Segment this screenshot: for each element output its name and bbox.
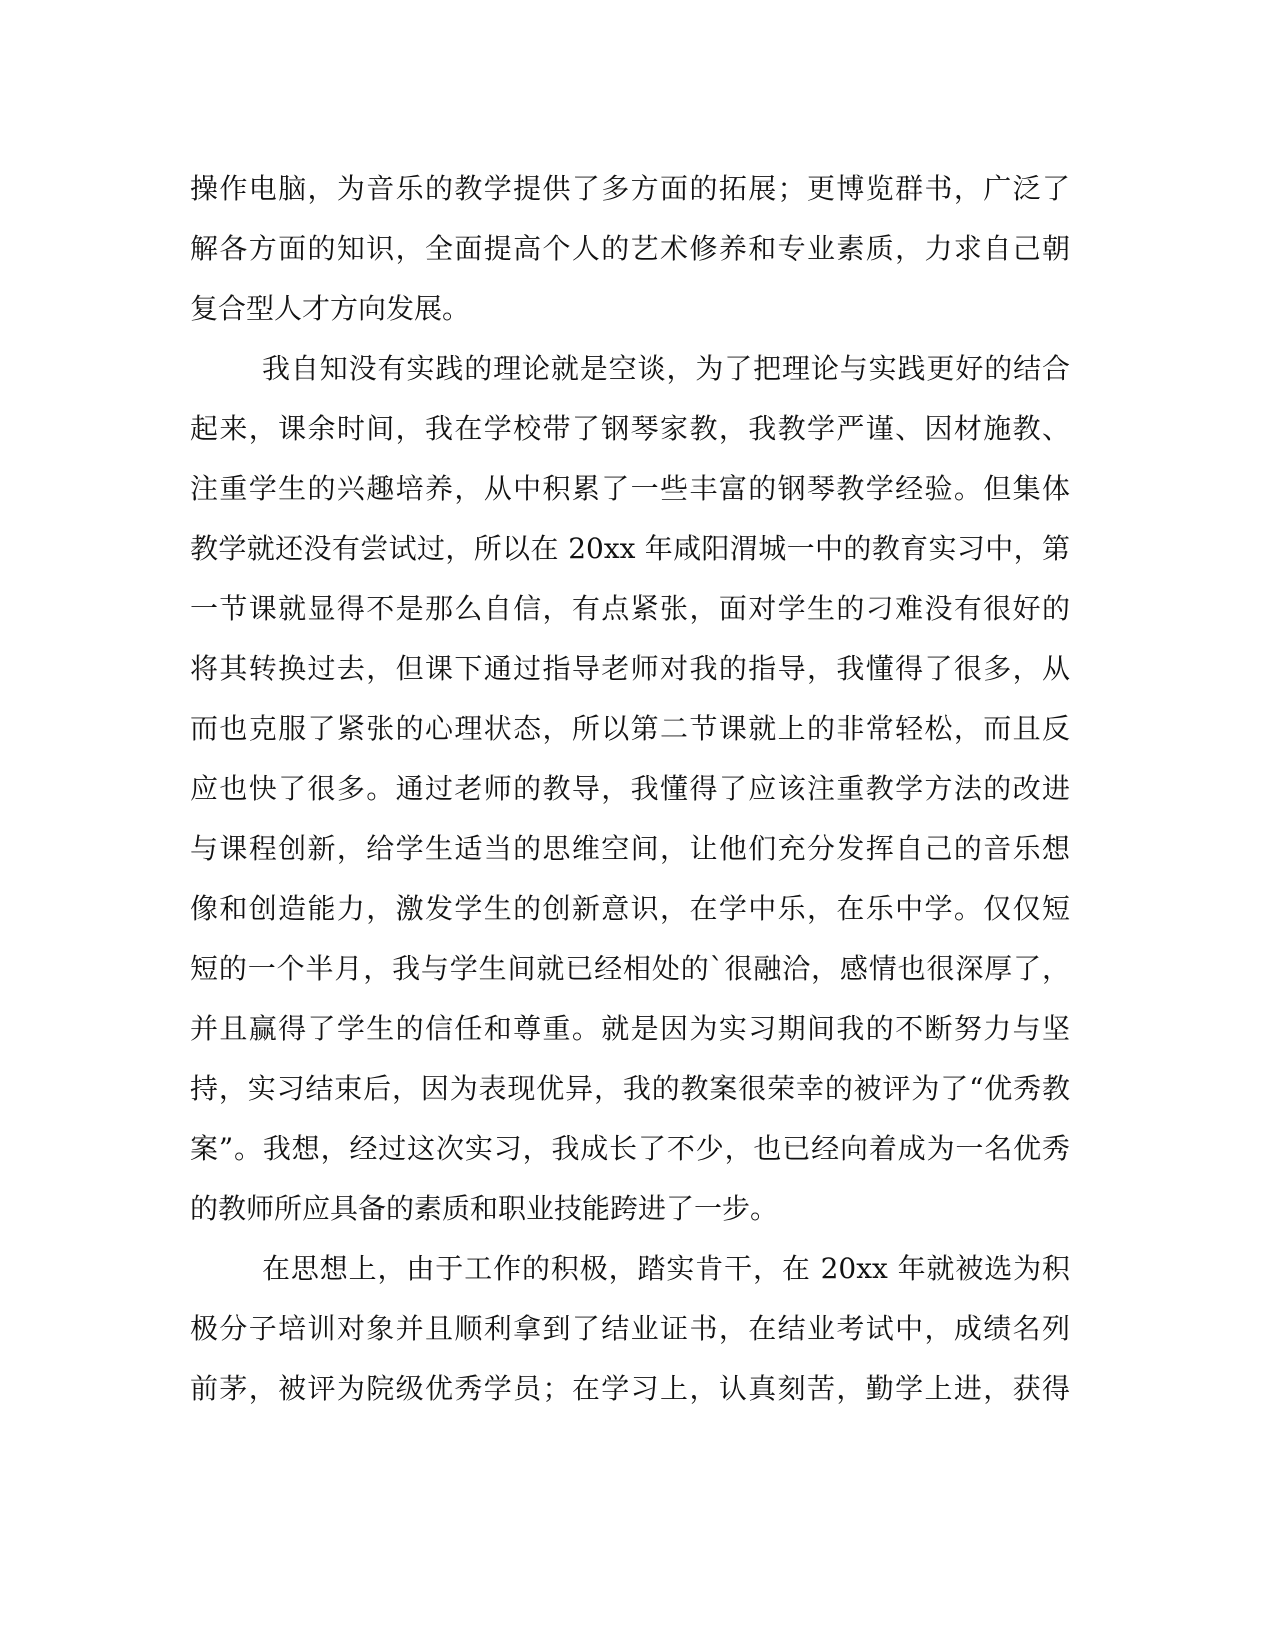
text-line: 并且赢得了学生的信任和尊重。就是因为实习期间我的不断努力与坚 [190,1012,1070,1045]
text-line: 前茅，被评为院级优秀学员；在学习上，认真刻苦，勤学上进，获得 [190,1372,1070,1405]
text-line: 而也克服了紧张的心理状态，所以第二节课就上的非常轻松，而且反 [190,712,1070,745]
text-line: 操作电脑，为音乐的教学提供了多方面的拓展；更博览群书，广泛了 [190,172,1070,205]
text-line: 一节课就显得不是那么自信，有点紧张，面对学生的刁难没有很好的 [190,592,1070,625]
text-line: 起来，课余时间，我在学校带了钢琴家教，我教学严谨、因材施教、 [190,412,1070,445]
text-line: 短的一个半月，我与学生间就已经相处的`很融洽，感情也很深厚了， [190,952,1070,985]
text-line: 解各方面的知识，全面提高个人的艺术修养和专业素质，力求自己朝 [190,232,1070,265]
text-line: 的教师所应具备的素质和职业技能跨进了一步。 [190,1192,779,1225]
text-line: 案”。我想，经过这次实习，我成长了不少，也已经向着成为一名优秀 [190,1132,1070,1165]
text-line: 应也快了很多。通过老师的教导，我懂得了应该注重教学方法的改进 [190,772,1070,805]
text-line: 极分子培训对象并且顺利拿到了结业证书，在结业考试中，成绩名列 [190,1312,1070,1345]
paragraph-first-line: 在思想上，由于工作的积极，踏实肯干，在 20xx 年就被选为积 [262,1252,1070,1285]
text-line: 将其转换过去，但课下通过指导老师对我的指导，我懂得了很多，从 [190,652,1070,685]
text-line: 教学就还没有尝试过，所以在 20xx 年咸阳渭城一中的教育实习中，第 [190,532,1070,565]
text-line: 像和创造能力，激发学生的创新意识，在学中乐，在乐中学。仅仅短 [190,892,1070,925]
text-line: 复合型人才方向发展。 [190,292,471,325]
document-body [190,168,1070,1428]
text-line: 持，实习结束后，因为表现优异，我的教案很荣幸的被评为了“优秀教 [190,1072,1070,1105]
text-line: 与课程创新，给学生适当的思维空间，让他们充分发挥自己的音乐想 [190,832,1070,865]
paragraph-first-line: 我自知没有实践的理论就是空谈，为了把理论与实践更好的结合 [262,352,1070,385]
text-line: 注重学生的兴趣培养，从中积累了一些丰富的钢琴教学经验。但集体 [190,472,1070,505]
